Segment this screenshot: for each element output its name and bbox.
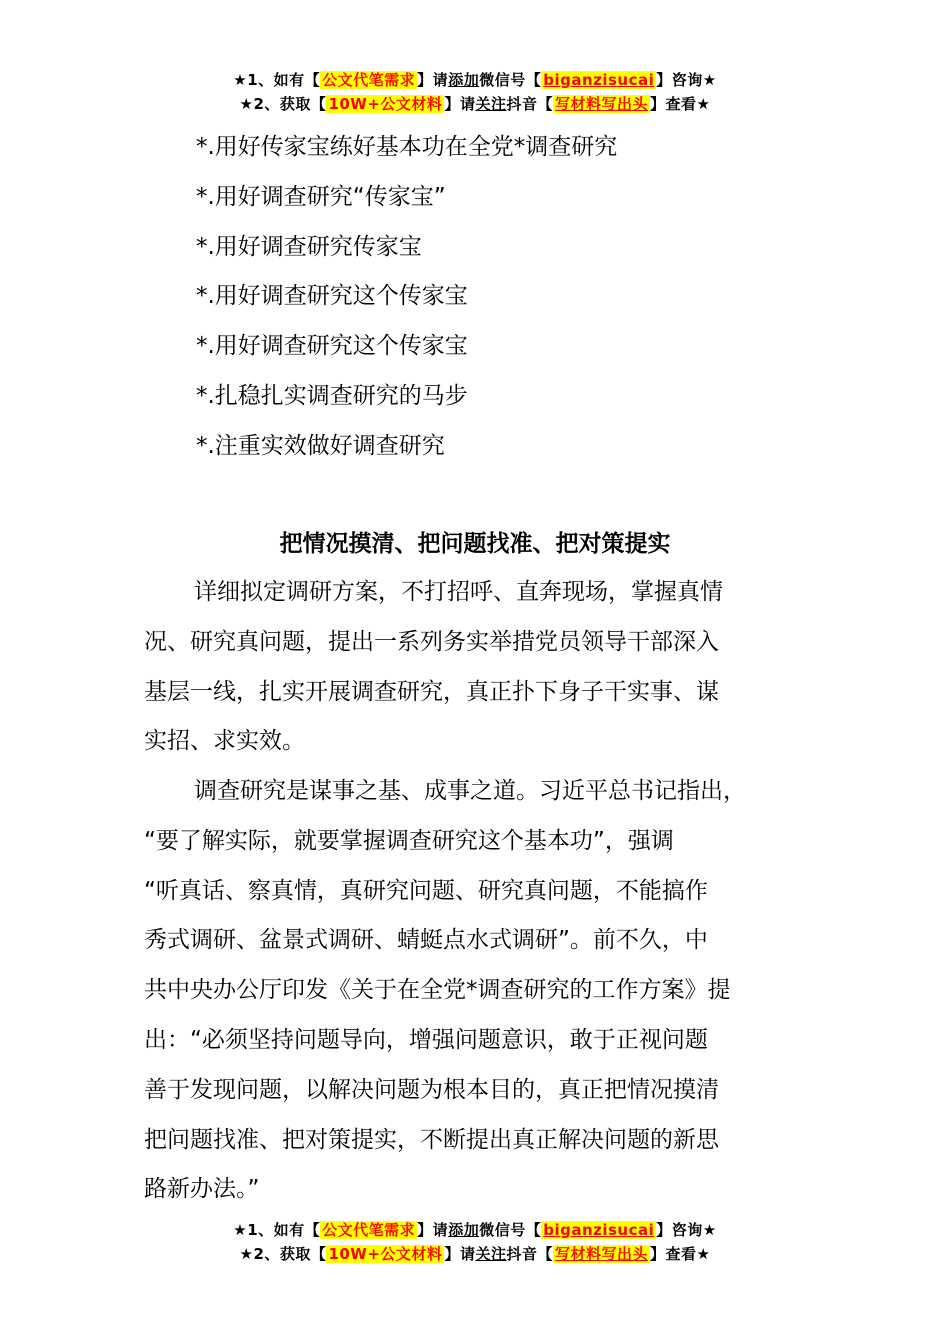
- paragraph-line: 基层一线，扎实开展调查研究，真正扑下身子干实事、谋: [144, 678, 719, 705]
- banner-text: 】请: [444, 95, 476, 113]
- paragraph-line: 出：“必须坚持问题导向，增强问题意识，敢于正视问题: [144, 1026, 708, 1053]
- banner-underlined: 添加: [448, 1221, 480, 1239]
- paragraph-2: [144, 767, 834, 1215]
- douyin-highlight: 写材料写出头: [554, 95, 648, 113]
- banner-text: 】请: [417, 71, 449, 89]
- toc-item: *.用好传家宝练好基本功在全党*调查研究: [196, 134, 618, 160]
- toc-item: *.扎稳扎实调查研究的马步: [196, 382, 468, 409]
- wechat-id-highlight: biganzisucai: [543, 1221, 655, 1239]
- wechat-id-highlight: biganzisucai: [543, 71, 655, 89]
- toc-item: *.用好调查研究这个传家宝: [196, 333, 468, 360]
- banner-text: 微信号【: [479, 1221, 542, 1239]
- toc-item: *.用好调查研究传家宝: [196, 233, 422, 260]
- banner-text: ★2、获取【: [239, 95, 327, 113]
- banner-highlight: 10W+公文材料: [328, 95, 443, 113]
- banner-text: 】咨询★: [656, 1221, 717, 1239]
- paragraph-line: 况、研究真问题，提出一系列务实举措党员领导干部深入: [144, 628, 719, 655]
- paragraph-line: 善于发现问题，以解决问题为根本目的，真正把情况摸清: [144, 1076, 719, 1103]
- douyin-highlight: 写材料写出头: [554, 1245, 648, 1263]
- paragraph-line: 详细拟定调研方案，不打招呼、直奔现场，掌握真情: [194, 579, 723, 605]
- paragraph-line: 路新办法。”: [144, 1176, 260, 1203]
- top-banner: [0, 68, 950, 116]
- banner-text: 微信号【: [479, 71, 542, 89]
- paragraph-line: “要了解实际，就要掌握调查研究这个基本功”，强调: [144, 827, 674, 854]
- banner-text: 】查看★: [650, 95, 711, 113]
- banner-text: ★1、如有【: [233, 1221, 321, 1239]
- banner-line-2: [0, 1242, 950, 1266]
- toc-list: [196, 123, 617, 472]
- paragraph-line: 把问题找准、把对策提实，不断提出真正解决问题的新思: [144, 1126, 719, 1153]
- paragraph-line: 调查研究是谋事之基、成事之道。习近平总书记指出，: [194, 778, 746, 804]
- banner-highlight: 公文代笔需求: [322, 71, 416, 89]
- bottom-banner: [0, 1218, 950, 1266]
- toc-item: *.注重实效做好调查研究: [196, 432, 445, 459]
- banner-line-1: [0, 68, 950, 92]
- banner-line-1: [0, 1218, 950, 1242]
- banner-highlight: 公文代笔需求: [322, 1221, 416, 1239]
- paragraph-line: 共中央办公厅印发《关于在全党*调查研究的工作方案》提: [144, 977, 731, 1004]
- banner-underlined: 添加: [448, 71, 480, 89]
- banner-text: 抖音【: [506, 95, 553, 113]
- paragraph-1: [144, 568, 834, 767]
- banner-line-2: [0, 92, 950, 116]
- toc-item: *.用好调查研究这个传家宝: [196, 283, 468, 310]
- banner-text: 】请: [444, 1245, 476, 1263]
- paragraph-line: 秀式调研、盆景式调研、蜻蜓点水式调研”。前不久，中: [144, 927, 708, 954]
- banner-underlined: 关注: [475, 95, 507, 113]
- banner-text: 】请: [417, 1221, 449, 1239]
- banner-text: 】查看★: [650, 1245, 711, 1263]
- banner-underlined: 关注: [475, 1245, 507, 1263]
- toc-item: *.用好调查研究“传家宝”: [196, 183, 446, 210]
- section-heading: 把情况摸清、把问题找准、把对策提实: [279, 531, 671, 557]
- paragraph-line: “听真话、察真情，真研究问题、研究真问题，不能搞作: [144, 877, 708, 904]
- banner-text: ★1、如有【: [233, 71, 321, 89]
- banner-text: 抖音【: [506, 1245, 553, 1263]
- banner-text: ★2、获取【: [239, 1245, 327, 1263]
- banner-highlight: 10W+公文材料: [328, 1245, 443, 1263]
- banner-text: 】咨询★: [656, 71, 717, 89]
- paragraph-line: 实招、求实效。: [144, 728, 305, 755]
